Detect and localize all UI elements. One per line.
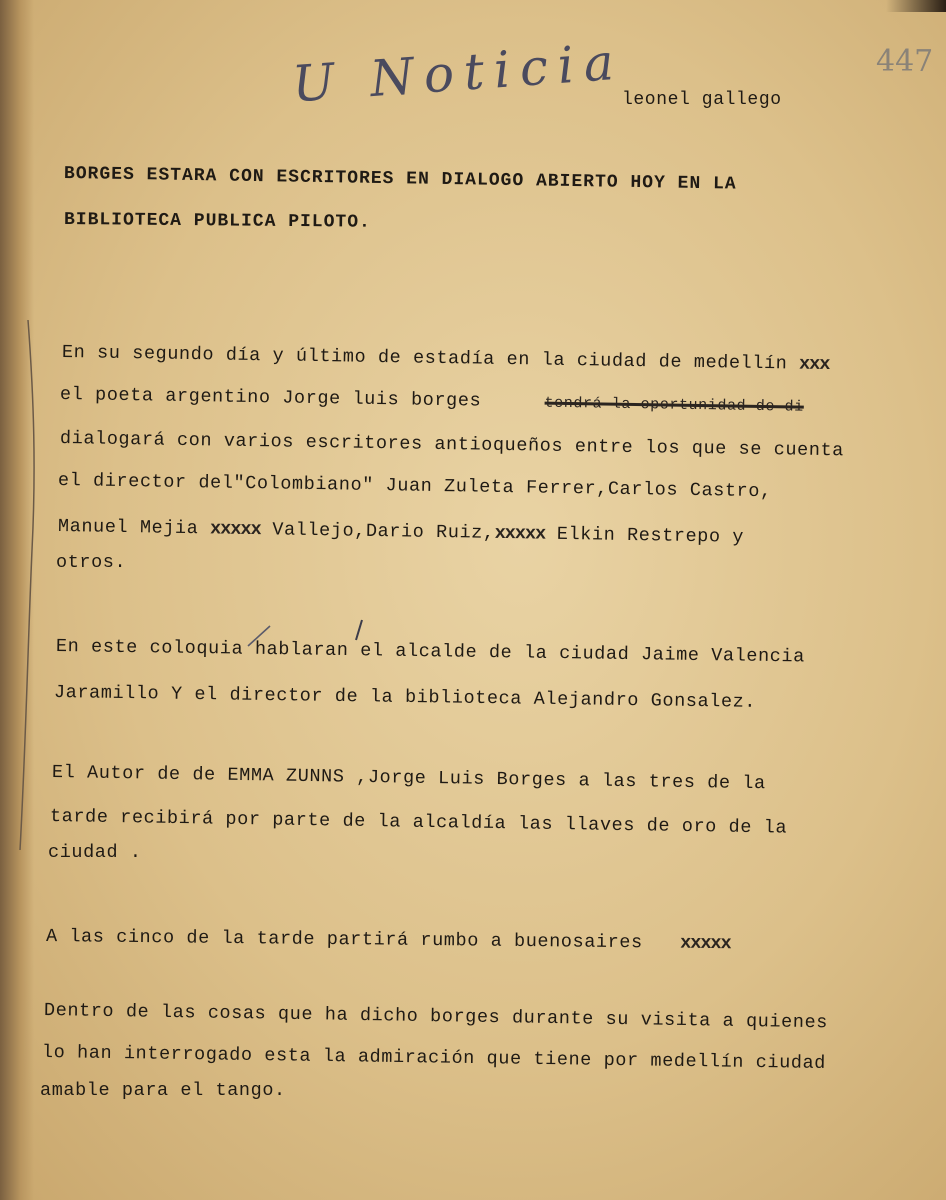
text-run: el poeta argentino Jorge luis borges — [59, 384, 482, 412]
text-run: Vallejo,Dario Ruiz, — [272, 519, 495, 544]
handwritten-note: U Noticia — [290, 32, 626, 114]
struck-out-text: xxxxx — [209, 518, 261, 541]
paragraph-2-line-2: Jaramillo Y el director de la biblioteca Alejandro Gonsalez. — [53, 682, 757, 713]
paragraph-1-line-3: dialogará con varios escritores antioqueños entre los que se cuenta — [59, 428, 845, 462]
paragraph-1-line-2 — [60, 384, 804, 417]
margin-pencil-line — [6, 320, 36, 850]
paragraph-1-line-5 — [58, 516, 744, 548]
paragraph-3-line-3: ciudad . — [48, 842, 142, 863]
paragraph-5-line-2: lo han interrogado esta la admiración que tiene por medellín ciudad — [41, 1042, 827, 1074]
struck-out-text: xxxxx — [680, 932, 731, 955]
paragraph-1-line-6: otros. — [56, 552, 127, 573]
spacer — [493, 406, 533, 407]
paragraph-5-line-1: Dentro de las cosas que ha dicho borges durante su visita a quienes — [43, 1000, 829, 1034]
paragraph-5-line-3: amable para el tango. — [40, 1080, 286, 1101]
headline-line-1: BORGES ESTARA CON ESCRITORES EN DIALOGO ABIERTO HOY EN LA — [63, 164, 737, 195]
headline-line-2: BIBLIOTECA PUBLICA PILOTO. — [63, 210, 371, 233]
paragraph-3-line-1: El Autor de de EMMA ZUNNS ,Jorge Luis Borges a las tres de la — [51, 762, 766, 795]
paragraph-1-line-1 — [62, 342, 830, 375]
paragraph-2-line-1: En este coloquia hablaran el alcalde de la ciudad Jaime Valencia — [55, 636, 805, 668]
paragraph-1-line-4: el director del"Colombiano" Juan Zuleta Ferrer,Carlos Castro, — [57, 470, 772, 503]
struck-out-text: tendrá la oportunidad de di — [544, 394, 804, 416]
text-run: A las cinco de la tarde partirá rumbo a buenosaires — [45, 926, 643, 954]
text-run: Manuel Mejia — [57, 516, 199, 540]
struck-out-text: xxxxx — [494, 522, 546, 545]
struck-out-text: xxx — [798, 353, 830, 376]
author-name: leonel gallego — [622, 90, 782, 110]
text-run: En su segundo día y último de estadía en la ciudad de medellín — [61, 342, 788, 375]
pencil-correction-marks — [240, 616, 370, 652]
page-number: 447 — [876, 44, 934, 79]
text-run: Elkin Restrepo y — [556, 523, 745, 548]
paragraph-3-line-2: tarde recibirá por parte de la alcaldía las llaves de oro de la — [49, 806, 788, 839]
paragraph-4-line-1 — [46, 926, 731, 954]
